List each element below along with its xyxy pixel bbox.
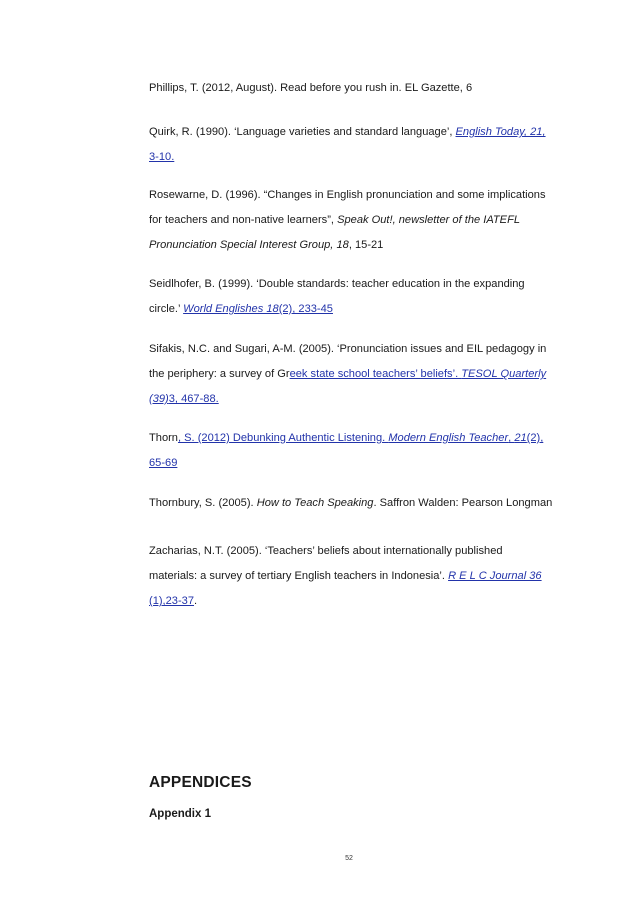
- subsection-heading: Appendix 1: [149, 808, 211, 820]
- reference-quirk: [149, 120, 589, 170]
- reference-line: [149, 426, 589, 451]
- reference-italic: Speak Out!, newsletter of the IATEFL: [337, 214, 521, 226]
- reference-text: .: [194, 595, 198, 607]
- reference-text: the periphery: a survey of Gr: [149, 368, 290, 380]
- reference-link[interactable]: 3-10.: [149, 151, 175, 163]
- reference-line: [149, 208, 589, 233]
- reference-seidlhofer: [149, 272, 589, 322]
- reference-link[interactable]: , S. (2012) Debunking Authentic Listening.: [177, 432, 389, 444]
- reference-thornbury: [149, 491, 589, 516]
- reference-text: Thorn: [149, 432, 178, 444]
- section-heading: APPENDICES: [149, 774, 252, 791]
- reference-link[interactable]: Modern English Teacher: [388, 432, 509, 444]
- reference-text: for teachers and non-native learners”,: [149, 214, 338, 226]
- reference-phillips: [149, 76, 589, 101]
- reference-line: [149, 491, 589, 516]
- reference-line: Seidlhofer, B. (1999). ‘Double standards: teacher education in the expanding: [149, 278, 525, 290]
- reference-zacharias: [149, 539, 589, 614]
- reference-line: Sifakis, N.C. and Sugari, A-M. (2005). ‘Pronunciation issues and EIL pedagogy in: [149, 343, 547, 355]
- reference-link[interactable]: (2), 233-45: [278, 303, 333, 315]
- reference-link[interactable]: World Englishes 18: [183, 303, 279, 315]
- reference-line: [149, 564, 589, 589]
- reference-line: Zacharias, N.T. (2005). ‘Teachers’ beliefs about internationally published: [149, 545, 503, 557]
- reference-line: Phillips, T. (2012, August). Read before you rush in. EL Gazette, 6: [149, 82, 473, 94]
- reference-text: circle.’: [149, 303, 184, 315]
- reference-text: , 15-21: [348, 239, 384, 251]
- reference-link[interactable]: (39): [149, 393, 169, 405]
- reference-line: [149, 387, 589, 412]
- reference-link[interactable]: 21: [514, 432, 527, 444]
- page-number: 52: [345, 855, 353, 862]
- reference-text: . Saffron Walden: Pearson Longman: [373, 497, 553, 509]
- reference-rosewarne: [149, 183, 589, 258]
- reference-line: [149, 145, 589, 170]
- reference-link[interactable]: English Today, 21,: [455, 126, 546, 138]
- reference-line: [149, 120, 589, 145]
- reference-line: [149, 589, 589, 614]
- reference-line: [149, 297, 589, 322]
- reference-link[interactable]: (2),: [526, 432, 544, 444]
- reference-link[interactable]: ,: [508, 432, 515, 444]
- reference-text: materials: a survey of tertiary English teachers in Indonesia’.: [149, 570, 449, 582]
- reference-link[interactable]: R E L C Journal 36: [448, 570, 542, 582]
- reference-link[interactable]: 3, 467-88.: [168, 393, 219, 405]
- reference-link[interactable]: eek state school teachers’ beliefs’.: [289, 368, 462, 380]
- reference-italic: How to Teach Speaking: [256, 497, 374, 509]
- reference-line: Rosewarne, D. (1996). “Changes in English pronunciation and some implications: [149, 189, 546, 201]
- reference-line: [149, 451, 589, 476]
- reference-link[interactable]: TESOL Quarterly: [461, 368, 547, 380]
- reference-text: Thornbury, S. (2005).: [149, 497, 257, 509]
- reference-link[interactable]: 65-69: [149, 457, 178, 469]
- reference-thorn: [149, 426, 589, 476]
- reference-link[interactable]: (1),23-37: [149, 595, 195, 607]
- reference-italic: Pronunciation Special Interest Group, 18: [149, 239, 349, 251]
- reference-line: [149, 362, 589, 387]
- reference-sifakis: [149, 337, 589, 412]
- reference-line: [149, 233, 589, 258]
- reference-text: Quirk, R. (1990). ‘Language varieties and standard language’,: [149, 126, 456, 138]
